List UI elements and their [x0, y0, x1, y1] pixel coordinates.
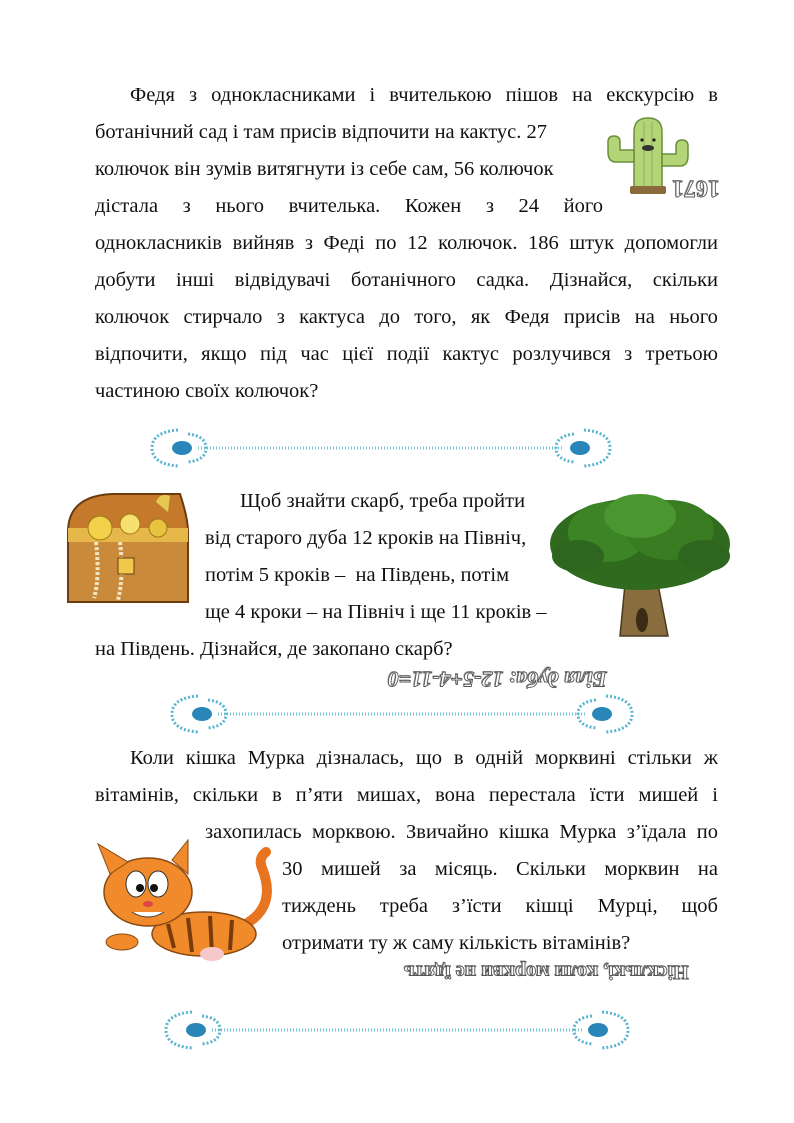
word: морквою.	[311, 821, 396, 843]
word: кактус	[442, 343, 499, 365]
word: перестала	[488, 784, 576, 806]
word: його	[563, 195, 603, 217]
word: нього	[669, 306, 718, 328]
word: щоб	[681, 895, 718, 917]
treasure-chest-illustration	[60, 488, 194, 610]
word: по	[375, 232, 397, 254]
word: з	[182, 195, 191, 217]
word: допомогли	[624, 232, 718, 254]
task1-line-2: ботанічний сад і там присів відпочити на кактус. 27	[95, 121, 548, 143]
word: ботанічного	[350, 269, 456, 291]
task2-line-5: на Південь. Дізнайся, де закопано скарб?	[95, 638, 453, 660]
task2-line-3: потім 5 кроків – на Південь, потім	[205, 564, 510, 586]
word: Мурка	[247, 747, 305, 769]
word: Коли	[130, 747, 174, 769]
word: в	[708, 84, 718, 106]
word: Федя	[130, 84, 175, 106]
word: присів	[563, 306, 621, 328]
word: з’їсти	[451, 895, 502, 917]
word: Мурці,	[597, 895, 658, 917]
word: вона	[435, 784, 475, 806]
word: 24	[518, 195, 540, 217]
cat-illustration	[92, 838, 276, 968]
word: на	[697, 858, 718, 880]
task3-answer: Нісклькі, коли моркви не їдять	[404, 961, 689, 983]
task1-line-5	[95, 232, 718, 255]
word: пішов	[505, 84, 559, 106]
word: Скільки	[516, 858, 586, 880]
word: кішка	[185, 747, 236, 769]
word: штук	[569, 232, 615, 254]
word: з	[304, 232, 313, 254]
word: в	[453, 747, 464, 769]
word: нього	[215, 195, 265, 217]
word: місяць.	[434, 858, 498, 880]
word: і	[712, 784, 718, 806]
word: в	[272, 784, 282, 806]
task2-line-4: ще 4 кроки – на Північ і ще 11 кроків –	[205, 601, 547, 623]
word: Федя	[504, 306, 550, 328]
word: добути	[95, 269, 156, 291]
word: 30	[282, 858, 303, 880]
word: морквині	[535, 747, 616, 769]
word: захопилась	[205, 821, 302, 843]
task3-line-4	[282, 858, 718, 881]
task3-line-5	[282, 895, 718, 918]
word: інші	[176, 269, 215, 291]
word: колючок.	[438, 232, 518, 254]
word: однокласниками	[211, 84, 356, 106]
word: 12	[407, 232, 428, 254]
word: скільки	[192, 784, 259, 806]
word: Дізнайся,	[549, 269, 633, 291]
word: морквин	[604, 858, 680, 880]
task3-line-1	[130, 747, 718, 770]
word: і	[369, 84, 376, 106]
task1-line-1	[130, 84, 718, 107]
word: з	[188, 84, 198, 106]
word: відвідувачі	[234, 269, 331, 291]
word: їсти	[589, 784, 625, 806]
word: скільки	[652, 269, 718, 291]
word: з	[276, 306, 285, 328]
word: з	[485, 195, 494, 217]
word: вчителькою	[389, 84, 492, 106]
word: події	[386, 343, 430, 365]
word: ж	[703, 747, 718, 769]
word: колючок	[95, 306, 170, 328]
word: на	[572, 84, 593, 106]
divider-3	[162, 1006, 632, 1054]
task1-line-6	[95, 269, 718, 292]
word: Звичайно	[406, 821, 489, 843]
word: за	[399, 858, 417, 880]
word: екскурсію	[606, 84, 695, 106]
task2-answer: Біля дуба: 12-5+4-11=0	[388, 667, 607, 692]
task1-line-9: частиною своїх колючок?	[95, 380, 319, 402]
word: вчителька.	[288, 195, 381, 217]
word: однокласників	[95, 232, 222, 254]
task3-line-2	[95, 784, 718, 807]
task1-line-3: колючок він зумів витягнути із себе сам, 56 колючок	[95, 158, 554, 180]
word: під	[259, 343, 288, 365]
word: вітамінів,	[95, 784, 179, 806]
word: до	[379, 306, 400, 328]
word: вийняв	[232, 232, 295, 254]
word: дізналась,	[316, 747, 405, 769]
divider-1	[148, 424, 614, 472]
task3-line-6: отримати ту ж саму кількість вітамінів?	[282, 932, 631, 954]
word: того,	[414, 306, 457, 328]
oak-tree-illustration	[548, 490, 734, 642]
word: стирчало	[183, 306, 263, 328]
word: тиждень	[282, 895, 356, 917]
word: по	[696, 821, 718, 843]
word: кішці	[525, 895, 574, 917]
task1-line-4	[95, 195, 603, 218]
word: мишах,	[356, 784, 422, 806]
word: п’яти	[295, 784, 343, 806]
word: стільки	[627, 747, 692, 769]
word: на	[634, 306, 655, 328]
word: треба	[379, 895, 428, 917]
task1-answer: 1671	[672, 175, 720, 201]
word: розлучився	[512, 343, 611, 365]
word: кактуса	[299, 306, 365, 328]
word: з	[624, 343, 633, 365]
word: що	[415, 747, 442, 769]
task1-line-8	[95, 343, 718, 366]
word: 186	[528, 232, 559, 254]
word: мишей	[638, 784, 699, 806]
word: одній	[475, 747, 524, 769]
word: якщо	[201, 343, 247, 365]
task2-line-2: від старого дуба 12 кроків на Північ,	[205, 527, 527, 549]
word: дістала	[95, 195, 159, 217]
word: Мурка	[559, 821, 617, 843]
task2-line-1: Щоб знайти скарб, треба пройти	[240, 490, 526, 512]
word: відпочити,	[95, 343, 188, 365]
word: мишей	[320, 858, 381, 880]
word: цієї	[342, 343, 374, 365]
word: Феді	[323, 232, 365, 254]
word: час	[300, 343, 329, 365]
divider-2	[168, 690, 636, 738]
task1-line-7	[95, 306, 718, 329]
word: садка.	[476, 269, 530, 291]
word: кішка	[498, 821, 550, 843]
word: з’їдала	[626, 821, 687, 843]
task3-line-3	[205, 821, 718, 844]
word: третьою	[645, 343, 718, 365]
word: Кожен	[404, 195, 462, 217]
word: як	[470, 306, 491, 328]
